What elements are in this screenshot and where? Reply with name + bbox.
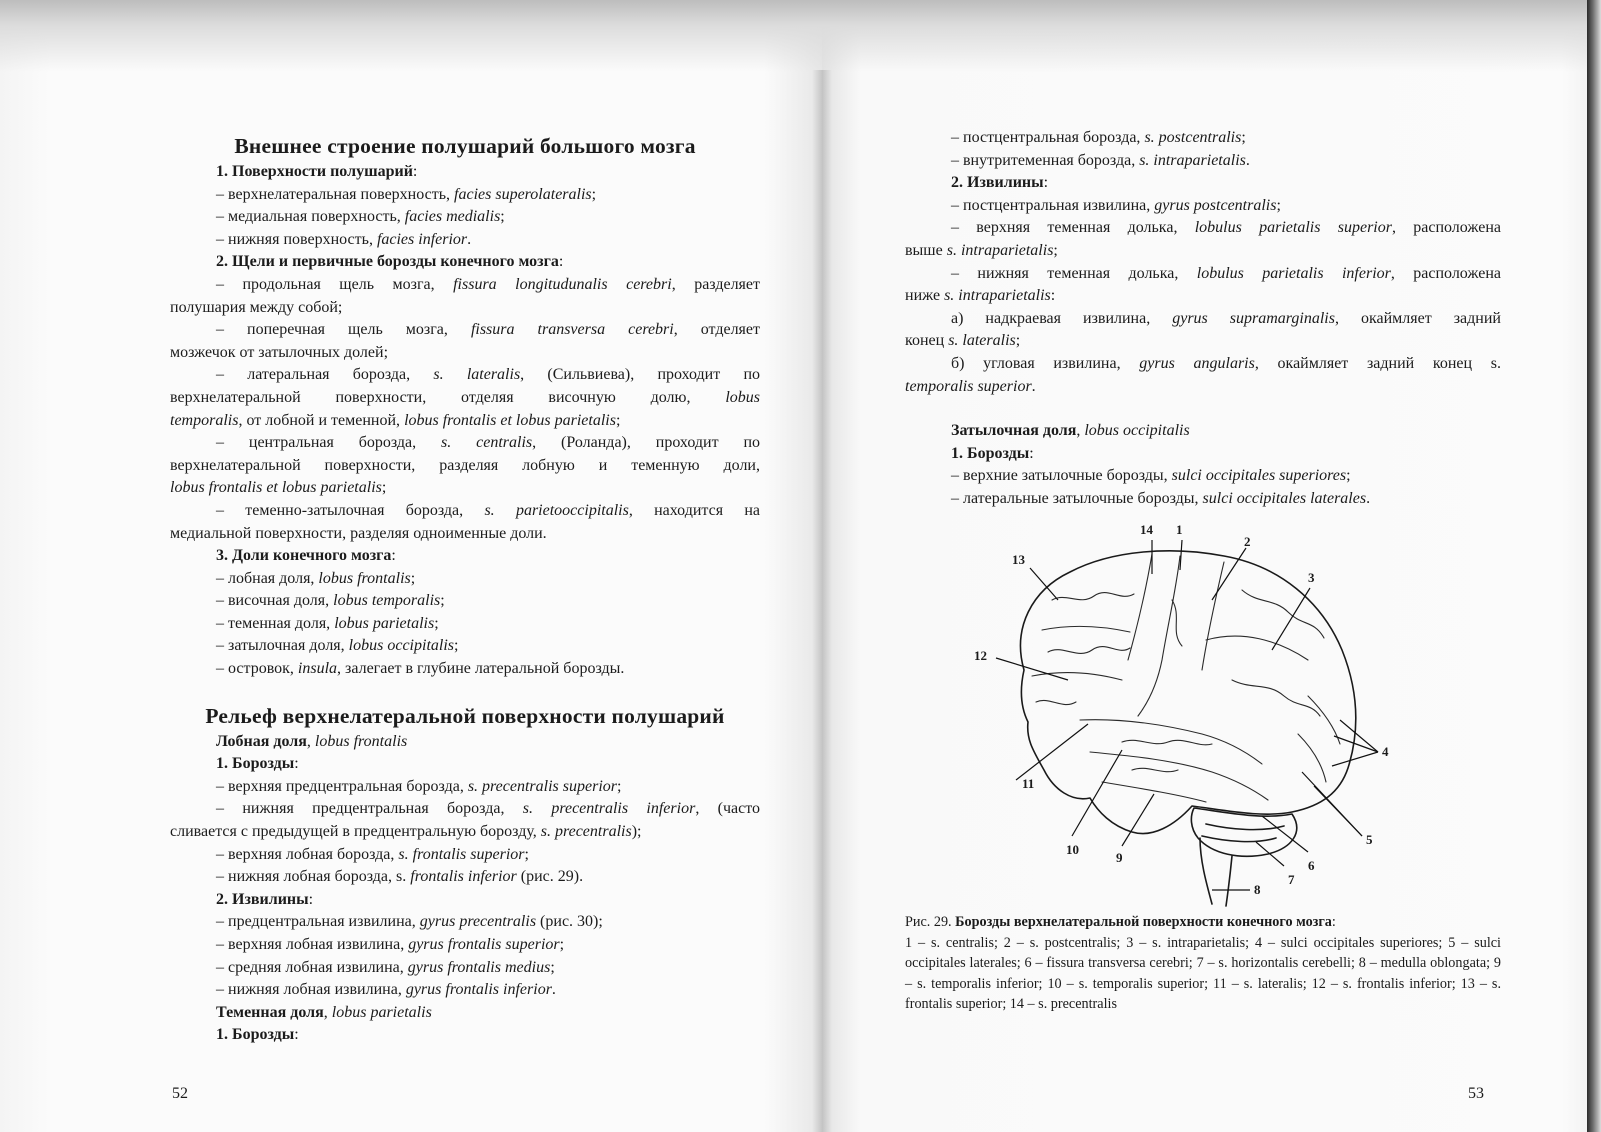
label-10: 10 <box>1066 842 1079 857</box>
label-11: 11 <box>1022 776 1035 791</box>
heading-sulci: 1. Борозды <box>951 444 1030 462</box>
left-text-column: Внешнее строение полушарий большого мозга 1. Поверхности полушарий: – верхнелатеральная поверхность, facies superolateralis; – медиальная поверхность, facies medialis; – нижняя поверхность, facies inferior. 2. Щели и первичные борозды конечного мозга: – продольная щель мозга, fissura longitudunalis cerebri, разделяет полушария между собой; – поперечная щель мозга, fissura transversa cerebri, отделяет мозжечок от затылочных долей; – латеральная борозда, s. lateralis, (Сильвиева), проходит по верхнелатеральной поверхности, отделяя височную долю, lobus temporalis, от лобной и теменной, lobus frontalis et lobus parietalis; – центральная борозда, s. centralis, (Роланда), проходит по верхнелатеральной поверхности, разделяя лобную и теменную доли, lobus frontalis et lobus parietalis; – теменно-затылочная борозда, s. parietooccipitalis, находится на медиальной поверхности, разделяя одноименные доли. 3. Доли конечного мозга: – лобная доля, lobus frontalis; – височная доля, lobus temporalis; – теменная доля, lobus parietalis; – затылочная доля, lobus occipitalis; – островок, insula, залегает в глубине латеральной борозды. Рельеф верхнелатеральной поверхности полушарий Лобная доля, lobus frontalis 1. Борозды: – верхняя предцентральная борозда, s. precentralis superior; – нижняя предцентральная борозда, s. precentralis inferior, (часто сливается с предыдущей в предцентральную борозду, s. precentralis); – верхняя лобная борозда, s. frontalis superior; – нижняя лобная борозда, s. frontalis inferior (рис. 29). 2. Извилины: – предцентральная извилина, gyrus precentralis (рис. 30); – верхняя лобная извилина, gyrus frontalis superior; – средняя лобная извилина, gyrus frontalis medius; – нижняя лобная извилина, gyrus frontalis inferior. Теменная доля, lobus parietalis 1. Борозды: <box>170 131 760 1047</box>
caption-legend: 1 – s. centralis; 2 – s. postcentralis; 3 – s. intraparietalis; 4 – sulci occipitales superiores; 5 – sulci occipitales laterales; 6 – fissura transversa cerebri; 7 – s. horizontalis cerebelli; 8 – medulla oblongata; 9 – s. temporalis inferior; 10 – s. temporalis superior; 11 – s. lateralis; 12 – s. frontalis inferior; 13 – s. frontalis superior; 14 – s. precentralis <box>905 934 1501 1012</box>
list-item: – латеральные затылочные борозды, sulci occipitales laterales. <box>951 489 1371 507</box>
section-title-external-structure: Внешнее строение полушарий большого мозга <box>234 134 696 158</box>
paragraph-cont: мозжечок от затылочных долей; <box>170 343 389 361</box>
label-2: 2 <box>1244 534 1251 549</box>
page-edge-shadow <box>1587 0 1601 1132</box>
label-14: 14 <box>1140 522 1153 537</box>
paragraph: – поперечная щель мозга, fissura transversa cerebri, отделяет <box>216 321 761 339</box>
label-7: 7 <box>1288 872 1295 887</box>
heading-gyri: 2. Извилины <box>216 890 309 908</box>
list-item: а) надкраевая извилина, gyrus supramarginalis, окаймляет задний <box>951 309 1501 327</box>
list-item: – нижняя теменная долька, lobulus parietalis inferior, расположена <box>951 264 1502 282</box>
list-item: – постцентральная извилина, gyrus postcentralis; <box>951 196 1281 214</box>
paragraph-cont: полушария между собой; <box>170 298 343 316</box>
paragraph: – центральная борозда, s. centralis, (Роланда), проходит по <box>216 434 761 452</box>
list-item: б) угловая извилина, gyrus angularis, окаймляет задний конец s. <box>951 354 1502 372</box>
list-item: – теменная доля, lobus parietalis; <box>216 614 439 632</box>
list-item: – верхняя лобная борозда, s. frontalis superior; <box>216 845 529 863</box>
heading-parietal-lobe: Теменная доля <box>216 1003 324 1021</box>
list-item: – предцентральная извилина, gyrus precentralis (рис. 30); <box>216 913 603 931</box>
heading-lobes: 3. Доли конечного мозга <box>216 547 392 565</box>
list-item: – медиальная поверхность, facies medialis; <box>216 208 505 226</box>
list-item: – верхняя лобная извилина, gyrus frontalis superior; <box>216 936 565 953</box>
label-12: 12 <box>974 648 987 663</box>
list-item: – височная доля, lobus temporalis; <box>216 592 445 610</box>
right-text-column: – постцентральная борозда, s. postcentralis; – внутритеменная борозда, s. intraparietalis. 2. Извилины: – постцентральная извилина, gyrus postcentralis; – верхняя теменная долька, lobulus parietalis superior, расположена выше s. intraparietalis; – нижняя теменная долька, lobulus parietalis inferior, расположена ниже s. intraparietalis: а) надкраевая извилина, gyrus supramarginalis, окаймляет задний конец s. lateralis; б) угловая извилина, gyrus angularis, окаймляет задний конец s. temporalis superior. Затылочная доля, lobus occipitalis 1. Борозды: – верхние затылочные борозды, sulci occipitales superiores; – латеральные затылочные борозды, sulci occipitales laterales. <box>905 127 1501 511</box>
paragraph: – продольная щель мозга, fissura longitudunalis cerebri, разделяет <box>216 275 760 293</box>
list-item: – лобная доля, lobus frontalis; <box>216 569 416 587</box>
label-1: 1 <box>1176 522 1183 537</box>
label-9: 9 <box>1116 850 1123 865</box>
section-title-relief: Рельеф верхнелатеральной поверхности полушарий <box>205 703 725 728</box>
heading-gyri: 2. Извилины <box>951 174 1044 192</box>
book-gutter <box>812 70 832 1132</box>
heading-fissures: 2. Щели и первичные борозды конечного мозга <box>216 253 559 271</box>
label-13: 13 <box>1012 552 1025 567</box>
list-item: – нижняя лобная борозда, s. frontalis inferior (рис. 29). <box>216 868 584 886</box>
paragraph: – латеральная борозда, s. lateralis, (Сильвиева), проходит по <box>216 366 761 384</box>
heading-surfaces: 1. Поверхности полушарий <box>216 163 413 180</box>
list-item: – верхние затылочные борозды, sulci occipitales superiores; <box>951 467 1351 485</box>
label-8: 8 <box>1254 882 1261 897</box>
label-4: 4 <box>1382 744 1389 759</box>
heading-frontal-lobe: Лобная доля <box>216 732 307 750</box>
list-item: – нижняя поверхность, facies inferior. <box>216 230 472 248</box>
list-item: – верхняя предцентральная борозда, s. precentralis superior; <box>216 777 622 795</box>
list-item: – постцентральная борозда, s. postcentralis; <box>951 129 1246 146</box>
page-number-left: 52 <box>172 1085 188 1102</box>
heading-sulci: 1. Борозды <box>216 755 295 773</box>
list-item: – внутритеменная борозда, s. intraparietalis. <box>951 151 1250 169</box>
label-3: 3 <box>1308 570 1315 585</box>
list-item: – нижняя предцентральная борозда, s. precentralis inferior, (часто <box>216 800 761 818</box>
heading-occipital-lobe: Затылочная доля <box>951 422 1077 440</box>
label-6: 6 <box>1308 858 1315 873</box>
callout-lines <box>962 520 1422 910</box>
heading-sulci: 1. Борозды <box>216 1026 295 1044</box>
list-item: – затылочная доля, lobus occipitalis; <box>216 637 459 655</box>
figure-caption: Рис. 29. Борозды верхнелатеральной поверхности конечного мозга: 1 – s. centralis; 2 – s. postcentralis; 3 – s. intraparietalis; 4 – sulci occipitales superiores; 5 – sulci occipitales laterales; 6 – fissura transversa cerebri; 7 – s. horizontalis cerebelli; 8 – medulla oblongata; 9 – s. temporalis inferior; 10 – s. temporalis superior; 11 – s. lateralis; 12 – s. frontalis inferior; 13 – s. frontalis superior; 14 – s. precentralis <box>905 914 1501 1012</box>
list-item: – нижняя лобная извилина, gyrus frontalis inferior. <box>216 981 556 999</box>
list-item: – средняя лобная извилина, gyrus frontalis medius; <box>216 958 555 976</box>
paragraph: – теменно-затылочная борозда, s. parietooccipitalis, находится на <box>216 501 761 519</box>
list-item: – верхняя теменная долька, lobulus parietalis superior, расположена <box>951 219 1501 237</box>
label-5: 5 <box>1366 832 1373 847</box>
brain-figure <box>962 520 1422 910</box>
list-item: – верхнелатеральная поверхность, facies superolateralis; <box>216 185 597 203</box>
page-number-right: 53 <box>1468 1085 1484 1102</box>
list-item: – островок, insula, залегает в глубине латеральной борозды. <box>216 660 625 678</box>
right-page <box>822 0 1601 1132</box>
